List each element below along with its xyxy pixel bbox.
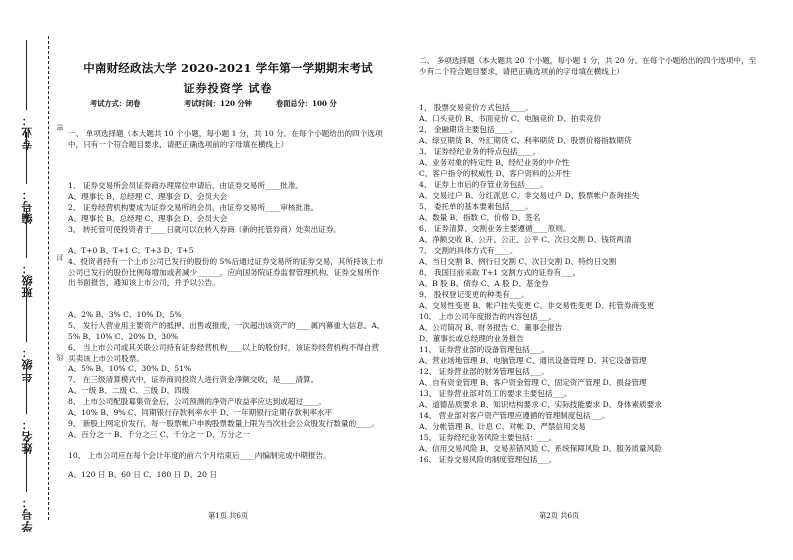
s1-line-1: 1、 证券交易所会员证券商办理席位申请后，由证券交易所____批准。 <box>68 181 304 190</box>
s2-line-4: A、绿豆期货 B、外汇期货 C、利率期货 D、股票价格指数期货 <box>419 136 632 145</box>
exam-time: 考试时间：120 分钟 <box>184 99 252 108</box>
s1-line-18: A、120 日 B、60 日 C、180 日 D、20 日 <box>68 470 217 479</box>
s2-line-3: 2、 金融期货主要包括____。 <box>419 125 518 134</box>
s1-line-14: 8、 上市公司配股募集资金后，公司预测的净资产收益率应达到或超过____。 <box>68 397 326 406</box>
s2-line-28: A、道德品质要求 B、知识结构要求 C、实际技能要求 D、身体素质要求 <box>419 400 662 409</box>
class-field-line <box>26 208 27 258</box>
s2-line-21: A、公司简况 B、财务报告 C、董事会报告 <box>419 323 563 332</box>
s1-line-8: A、2% B、3% C、10% D、5% <box>68 310 182 319</box>
s2-line-26: A、自有资金管理 B、客户资金管理 C、固定资产管理 D、损益管理 <box>419 378 647 387</box>
major-field-line <box>26 40 27 110</box>
seal-mark-feng: 封 <box>56 254 64 261</box>
s2-line-18: 9、 股权登记变更的种类有___。 <box>419 290 529 299</box>
s2-line-5: 3、 证券经纪业务的特点包括____。 <box>419 147 541 156</box>
s2-line-16: 8、 我国目前采取 T+1 交割方式的证券有___。 <box>419 268 581 277</box>
s2-line-20: 10、 上市公司年度报告的内容包括___。 <box>419 312 557 321</box>
s1-line-3: 2、 证券经营机构要成为证券交易所的会员，由证券交易所____审核批准。 <box>68 203 319 212</box>
student-id-field-line <box>26 440 27 492</box>
s1-line-7: 4、投资者持有一个上市公司已发行的股份的 5%后通过证券交易所的证券交易，其所持该上市公司已发行的股份比例每增加或者减少______，应向国务院证券监督管理机构、证券交易所作出书面报告，通知该上市公司，并予以公告。 <box>68 257 384 288</box>
binding-dashed-line <box>48 36 49 520</box>
s2-line-31: 15、 证券经纪业务风险主要包括：___。 <box>419 433 557 442</box>
s1-line-6: A、T+0 B、T+1 C、T+3 D、T+5 <box>68 246 194 255</box>
class-label: 班级： <box>21 262 34 298</box>
s2-line-30: A、分帐管理 B、计息 C、对帐 D、严禁信用交易 <box>419 422 586 431</box>
s2-line-19: A、交易性变更 B、帐户挂失变更 C、非交易性变更 D、托管券商变更 <box>419 301 655 310</box>
name-field-line <box>26 368 27 414</box>
s2-line-9: A、交易过户 B、分红派息 C、非交易过户 D、股票帐户查询挂失 <box>419 191 640 200</box>
s1-line-11: A、5% B、10% C、30% D、51% <box>68 364 192 373</box>
s1-line-17: 10、 上市公司应在每个会计年度的前六个月结束后____内编制完成中期报告。 <box>68 451 331 460</box>
major-label: 专业： <box>21 114 34 150</box>
s1-line-12: 7、 在三级清算模式中，证券商同投资人进行资金净额交收，是____清算。 <box>68 375 319 384</box>
exam-subtitle: 证券投资学 试卷 <box>183 82 273 95</box>
number-label: 编号： <box>21 188 34 224</box>
s2-line-23: 11、 证券营业部的设备管理包括___。 <box>419 345 549 354</box>
grade-field-line <box>26 284 27 342</box>
s2-line-15: A、当日交割 B、例行日交割 C、次日交割 D、特约日交割 <box>419 257 617 266</box>
s2-line-6: A、业务对象的特定性 B、经纪业务的中介性 <box>419 158 570 167</box>
s2-line-33: 16、 证券交易风险的制度管理包括___。 <box>419 455 557 464</box>
s1-line-16: 9、 新股上网定价发行，每一股票帐户申购股票数量上限为当次社会公众股发行数量的____。A、百分之一 B、千分之三 C、千分之一 D、万分之一 <box>68 419 379 439</box>
s1-line-4: A、理事长 B、总经理 C、理事会 D、会员大会 <box>68 214 228 223</box>
s1-line-9: 5、 发行人营业用主要资产的抵押、出售或报废，一次超出该资产的____属内幕重大信息。A、5% B、10% C、20% D、30% <box>68 321 385 341</box>
seal-mark-xian: 线 <box>56 354 64 361</box>
binding-margin <box>0 0 62 560</box>
s2-line-8: 4、 证券上市后的存管业务包括____。 <box>419 180 548 189</box>
s1-line-13: A、一级 B、二级 C、三级 D、四级 <box>68 386 190 395</box>
total-score: 卷面总分：100 分 <box>276 99 337 108</box>
number-field-line <box>26 132 27 184</box>
grade-label: 年级： <box>21 346 34 382</box>
page-footer-left: 第1页 共6页 <box>208 511 249 520</box>
s2-line-32: A、信用交易风险 B、交易差错风险 C、系统保障风险 D、服务质量风险 <box>419 444 662 453</box>
section2-heading: 二、 多项选择题（本大题共 20 个小题，每小题 1 分，共 20 分。在每个小题给出的四个选项中，至少有二个符合题目要求，请把正确选项前的字母填在横线上） <box>419 56 757 76</box>
s1-line-15: A、10% B、9% C、同期银行存款利率水平 D、一年期银行定期存款利率水平 <box>68 408 333 417</box>
name-label: 姓名： <box>21 418 34 454</box>
s2-line-22: D、董事长或总经理的业务报告 <box>419 334 524 343</box>
s1-line-5: 3、 转托管可使投资者于____日就可以在转入券商（新的托管券商）处卖出证券。 <box>68 225 342 234</box>
s2-line-2: A、口头竞价 B、书面竞价 C、电脑竞价 D、拍卖竞价 <box>419 114 602 123</box>
s2-line-7: C、客户指令的权威性 D、客户资料的公开性 <box>419 169 570 178</box>
s2-line-17: A、B 股 B、债券 C、A 股 D、基金券 <box>419 279 549 288</box>
student-id-label: 学号： <box>21 496 34 532</box>
s2-line-24: A、营业场地管理 B、电脑管理 C、通讯设备管理 D、其它设备管理 <box>419 356 647 365</box>
seal-mark-mi: 密 <box>56 124 64 131</box>
s1-line-2: A、理事长 B、总经理 C、理事会 D、会员大会 <box>68 192 228 201</box>
s2-line-29: 14、 营业部对客户资产管理应遵循的管理制度包括___。 <box>419 411 610 420</box>
s2-line-11: A、数量 B、指数 C、价格 D、签名 <box>419 213 541 222</box>
page-footer-right: 第2页 共6页 <box>539 511 580 520</box>
exam-title: 中南财经政法大学 2020-2021 学年第一学期期末考试 <box>83 61 373 75</box>
s2-line-12: 6、 证券清算、交割业务主要遵循____原则。 <box>419 224 571 233</box>
s1-line-10: 6、 当上市公司或其关联公司持有证券经营机构____以上的股份时，该证券经营机构不得自营买卖该上市公司股票。 <box>68 343 379 363</box>
section1-heading: 一、 单项选择题（本大题共 10 个小题，每小题 1 分，共 10 分。在每个小题给出的四个选项中，只有一个符合题目要求，请把正确选项前的字母填在横线上） <box>68 129 383 149</box>
s2-line-14: 7、 交割的具体方式有____。 <box>419 246 518 255</box>
exam-mode: 考试方式：闭卷 <box>90 99 141 108</box>
s2-line-25: 12、 证券营业部的财务管理包括___。 <box>419 367 549 376</box>
s2-line-13: A、净额交收 B、公开、公正、公平 C、次日交割 D、钱货两清 <box>419 235 632 244</box>
s2-line-10: 5、 委托单的基本要素包括____。 <box>419 202 533 211</box>
s2-line-1: 1、 股票交易竞价方式包括____。 <box>419 103 533 112</box>
s2-line-27: 13、 证券营业部对员工的要求主要包括___。 <box>419 389 572 398</box>
